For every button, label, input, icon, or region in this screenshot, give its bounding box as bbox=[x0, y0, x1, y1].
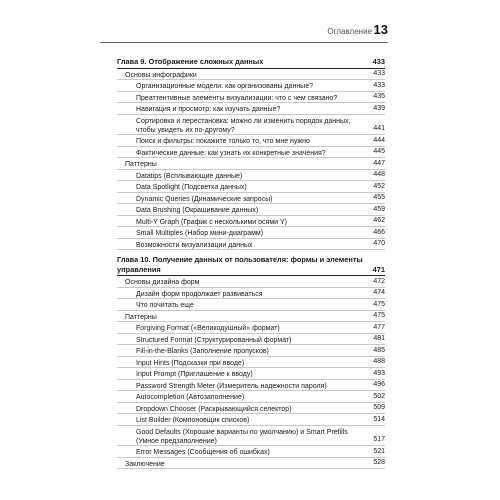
toc-subsection-entry[interactable] bbox=[117, 368, 385, 380]
toc-subsection-entry[interactable] bbox=[117, 103, 385, 115]
entry-title: Dynamic Queries (Динамические запросы) bbox=[136, 195, 273, 203]
toc-subsection-entry[interactable] bbox=[117, 288, 385, 300]
toc-subsection-entry[interactable] bbox=[117, 357, 385, 369]
entry-page: 474 bbox=[373, 289, 385, 296]
toc-subsection-entry[interactable] bbox=[117, 299, 385, 311]
entry-page: 444 bbox=[373, 136, 385, 144]
toc-entries bbox=[117, 276, 385, 469]
entry-title: Организационные модели: как организованы данные? bbox=[136, 83, 313, 90]
toc-subsection-entry[interactable] bbox=[117, 334, 385, 346]
toc-subsection-entry[interactable] bbox=[117, 426, 385, 447]
entry-title: Data Spotlight (Подсветка данных) bbox=[136, 184, 247, 191]
entry-title: Основы дизайна форм bbox=[125, 279, 200, 286]
entry-page: 466 bbox=[373, 228, 385, 236]
entry-page: 470 bbox=[373, 240, 385, 247]
entry-title: Что почитать еще bbox=[136, 302, 194, 309]
entry-title: Multi-Y Graph (График с несколькими осями Y) bbox=[136, 218, 287, 226]
toc-subsection-entry[interactable] bbox=[117, 380, 385, 392]
page-number: 13 bbox=[373, 22, 388, 37]
entry-page: 448 bbox=[373, 171, 385, 178]
entry-title: Дизайн форм продолжает развиваться bbox=[136, 290, 263, 298]
toc-subsection-entry[interactable] bbox=[117, 147, 385, 159]
toc-subsection-entry[interactable] bbox=[117, 446, 385, 458]
entry-title: Сортировка и перестановка: можно ли изменить порядок данных, чтобы увидеть их по-другому? bbox=[136, 117, 351, 134]
toc-section-entry[interactable] bbox=[117, 311, 385, 323]
entry-page: 445 bbox=[373, 148, 385, 155]
entry-title: Input Prompt (Приглашение к вводу) bbox=[136, 371, 253, 378]
chapter-title: Глава 10. Получение данных от пользователя: формы и элементы управления bbox=[117, 255, 363, 274]
toc-subsection-entry[interactable] bbox=[117, 322, 385, 334]
entry-title: Small Multiples (Набор мини-диаграмм) bbox=[136, 230, 264, 237]
entry-page: 441 bbox=[373, 125, 385, 132]
toc-subsection-entry[interactable] bbox=[117, 216, 385, 228]
entry-page: 433 bbox=[373, 81, 385, 89]
entry-title: Поиск и фильтры: покажите только то, что мне нужно bbox=[136, 138, 310, 145]
toc-subsection-entry[interactable] bbox=[117, 92, 385, 104]
entry-page: 477 bbox=[373, 323, 385, 331]
chapter-heading[interactable] bbox=[117, 57, 385, 69]
toc-subsection-entry[interactable] bbox=[117, 204, 385, 216]
toc-subsection-entry[interactable] bbox=[117, 391, 385, 403]
entry-title: Навигация и просмотр: как изучать данные? bbox=[136, 106, 281, 113]
entry-title: Преаттентивные элементы визуализации: что с чем связано? bbox=[136, 94, 338, 102]
entry-page: 493 bbox=[373, 369, 385, 377]
entry-page: 502 bbox=[373, 392, 385, 400]
toc-subsection-entry[interactable] bbox=[117, 239, 385, 251]
entry-page: 509 bbox=[373, 404, 385, 411]
chapter-page: 471 bbox=[372, 264, 385, 274]
toc-subsection-entry[interactable] bbox=[117, 181, 385, 193]
entry-title: Password Strength Meter (Измеритель надежности пароля) bbox=[136, 382, 327, 390]
chapter-heading[interactable] bbox=[117, 255, 385, 276]
entry-title: Возможности визуализации данных bbox=[136, 241, 253, 249]
toc-section-entry[interactable] bbox=[117, 158, 385, 170]
entry-title: Паттерны bbox=[125, 161, 157, 168]
entry-page: 514 bbox=[373, 415, 385, 423]
entry-title: Datatips (Всплывающие данные) bbox=[136, 172, 243, 180]
toc-subsection-entry[interactable] bbox=[117, 170, 385, 182]
entry-page: 475 bbox=[373, 300, 385, 308]
entry-title: Good Defaults (Хорошие варианты по умолчанию) и Smart Prefills (Умное предзаполнение) bbox=[136, 428, 348, 445]
entry-title: Заключение bbox=[125, 460, 165, 468]
entry-page: 517 bbox=[373, 436, 385, 443]
entry-title: Фактические данные: как узнать их конкретные значения? bbox=[136, 149, 326, 157]
entry-title: Error Messages (Сообщения об ошибках) bbox=[136, 449, 270, 456]
entry-page: 496 bbox=[373, 381, 385, 388]
toc-section-entry[interactable] bbox=[117, 458, 385, 470]
entry-page: 433 bbox=[373, 70, 385, 77]
entry-page: 472 bbox=[373, 277, 385, 285]
entry-page: 528 bbox=[373, 459, 385, 466]
entry-page: 452 bbox=[373, 182, 385, 190]
entry-page: 481 bbox=[373, 335, 385, 342]
toc-subsection-entry[interactable] bbox=[117, 135, 385, 147]
toc-subsection-entry[interactable] bbox=[117, 193, 385, 205]
entry-title: Structured Format (Структурированный формат) bbox=[136, 336, 292, 344]
entry-page: 485 bbox=[373, 346, 385, 354]
entry-page: 447 bbox=[373, 159, 385, 167]
entry-page: 435 bbox=[373, 93, 385, 100]
entry-page: 462 bbox=[373, 217, 385, 224]
entry-page: 521 bbox=[373, 447, 385, 455]
entry-title: Data Brushing (Окрашивание данных) bbox=[136, 207, 259, 214]
entry-page: 455 bbox=[373, 194, 385, 201]
entry-title: Fill-in-the-Blanks (Заполнение пропусков) bbox=[136, 348, 269, 355]
entry-page: 439 bbox=[373, 104, 385, 112]
chapter-page: 433 bbox=[372, 57, 385, 66]
header-rule bbox=[100, 42, 388, 43]
entry-page: 488 bbox=[373, 358, 385, 365]
toc-subsection-entry[interactable] bbox=[117, 345, 385, 357]
toc-subsection-entry[interactable] bbox=[117, 403, 385, 415]
toc-section-entry[interactable] bbox=[117, 276, 385, 288]
entry-title: List Builder (Компоновщик списков) bbox=[136, 417, 250, 424]
entry-title: Autocompletion (Автозаполнение) bbox=[136, 394, 245, 401]
entry-title: Паттерны bbox=[125, 313, 157, 321]
toc-entries bbox=[117, 69, 385, 251]
toc-chapter-10 bbox=[117, 255, 385, 469]
page-header bbox=[0, 22, 500, 40]
entry-title: Forgiving Format («Великодушный» формат) bbox=[136, 325, 280, 332]
entry-page: 475 bbox=[373, 312, 385, 319]
toc-subsection-entry[interactable] bbox=[117, 80, 385, 92]
chapter-title: Глава 9. Отображение сложных данных bbox=[117, 57, 264, 66]
entry-page: 459 bbox=[373, 205, 385, 213]
entry-title: Input Hints (Подсказки при вводе) bbox=[136, 359, 245, 367]
toc-section-entry[interactable] bbox=[117, 69, 385, 81]
toc-chapter-9 bbox=[117, 57, 385, 250]
entry-title: Dropdown Chooser (Раскрывающийся селектор) bbox=[136, 405, 292, 413]
running-title: Оглавление bbox=[327, 27, 372, 36]
toc-subsection-entry[interactable] bbox=[117, 414, 385, 426]
entry-title: Основы инфографики bbox=[125, 71, 197, 79]
toc-subsection-entry[interactable] bbox=[117, 115, 385, 136]
toc-subsection-entry[interactable] bbox=[117, 227, 385, 239]
